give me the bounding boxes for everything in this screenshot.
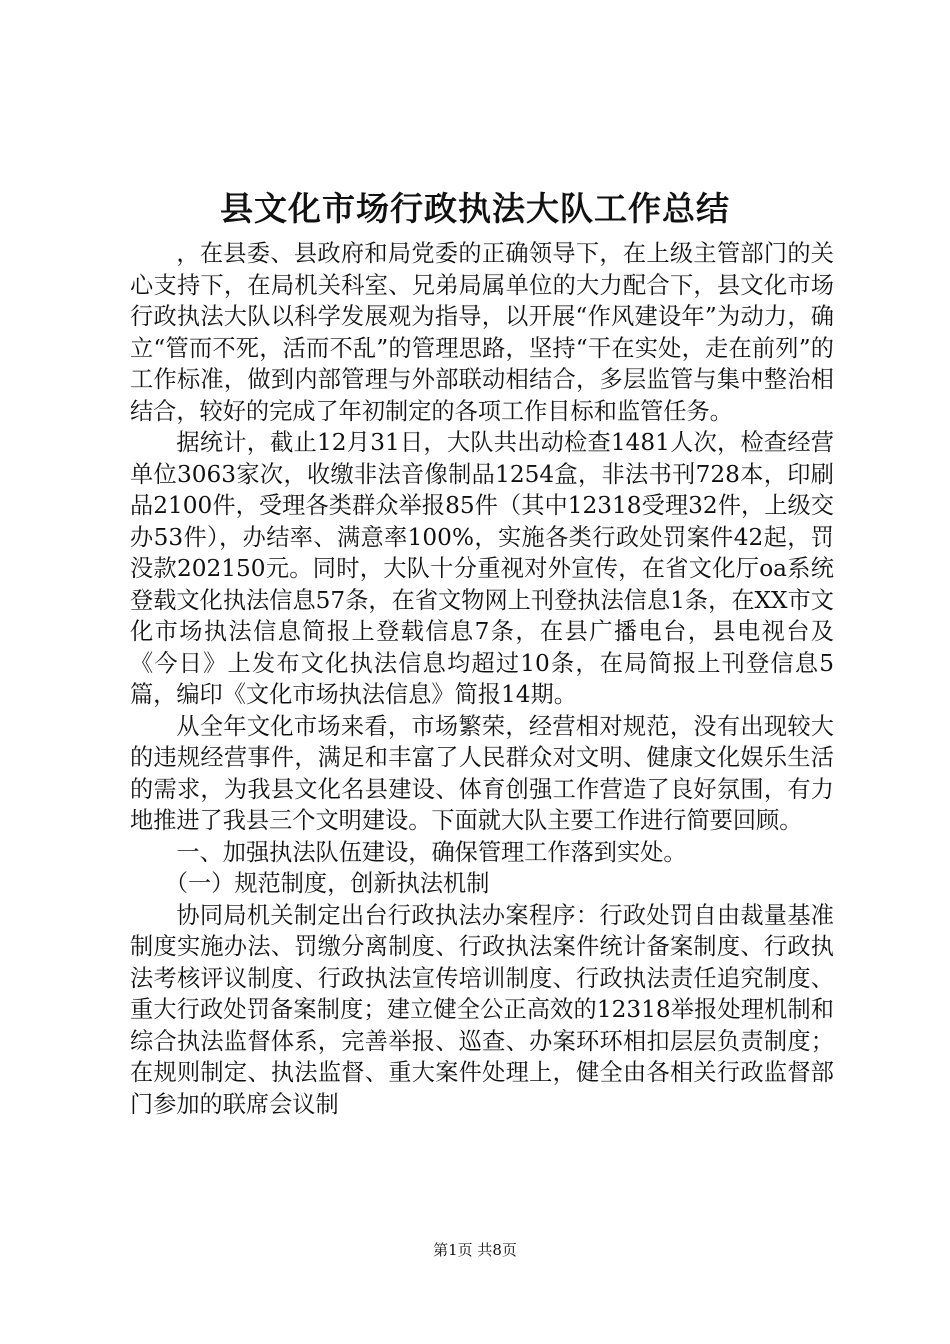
paragraph-statistics: 据统计，截止12月31日，大队共出动检查1481人次，检查经营单位3063家次，收缴非法音像制品1254盒，非法书刊728本，印刷品2100件，受理各类群众举报85件（其中12318受理32件，上级交办53件），办结率、满意率100%，实施各类行政处罚案件42起，罚没款202150元。同时，大队十分重视对外宣传，在省文化厅oa系统登载文化执法信息57条，在省文物网上刊登执法信息1条，在XX市文化市场执法信息简报上登载信息7条，在县广播电台，县电视台及《今日》上发布文化执法信息均超过10条，在局简报上刊登信息5篇，编印《文化市场执法信息》简报14期。 [130,429,834,708]
document-title: 县文化市场行政执法大队工作总结 [220,189,730,228]
section-heading-1: 一、加强执法队伍建设，确保管理工作落到实处。 [176,838,687,866]
document-body [130,238,834,1120]
paragraph-market-overview: 从全年文化市场来看，市场繁荣，经营相对规范，没有出现较大的违规经营事件，满足和丰富了人民群众对文明、健康文化娱乐生活的需求，为我县文化名县建设、体育创强工作营造了良好氛围，有力地推进了我县三个文明建设。下面就大队主要工作进行简要回顾。 [130,712,834,834]
subsection-heading-1: （一）规范制度，创新执法机制 [164,870,490,897]
paragraph-regulations: 协同局机关制定出台行政执法办案程序：行政处罚自由裁量基准制度实施办法、罚缴分离制度、行政执法案件统计备案制度、行政执法考核评议制度、行政执法宣传培训制度、行政执法责任追究制度、重大行政处罚备案制度；建立健全公正高效的12318举报处理机制和综合执法监督体系，完善举报、巡查、办案环环相扣层层负责制度；在规则制定、执法监督、重大案件处理上，健全由各相关行政监督部门参加的联席会议制 [130,901,834,1118]
paragraph-intro: ，在县委、县政府和局党委的正确领导下，在上级主管部门的关心支持下，在局机关科室、兄弟局属单位的大力配合下，县文化市场行政执法大队以科学发展观为指导，以开展“作风建设年”为动力，确立“管而不死，活而不乱”的管理思路，坚持“干在实处，走在前列”的工作标准，做到内部管理与外部联动相结合，多层监管与集中整治相结合，较好的完成了年初制定的各项工作目标和监管任务。 [130,240,834,425]
page-number-footer: 第1页 共8页 [433,1241,517,1259]
